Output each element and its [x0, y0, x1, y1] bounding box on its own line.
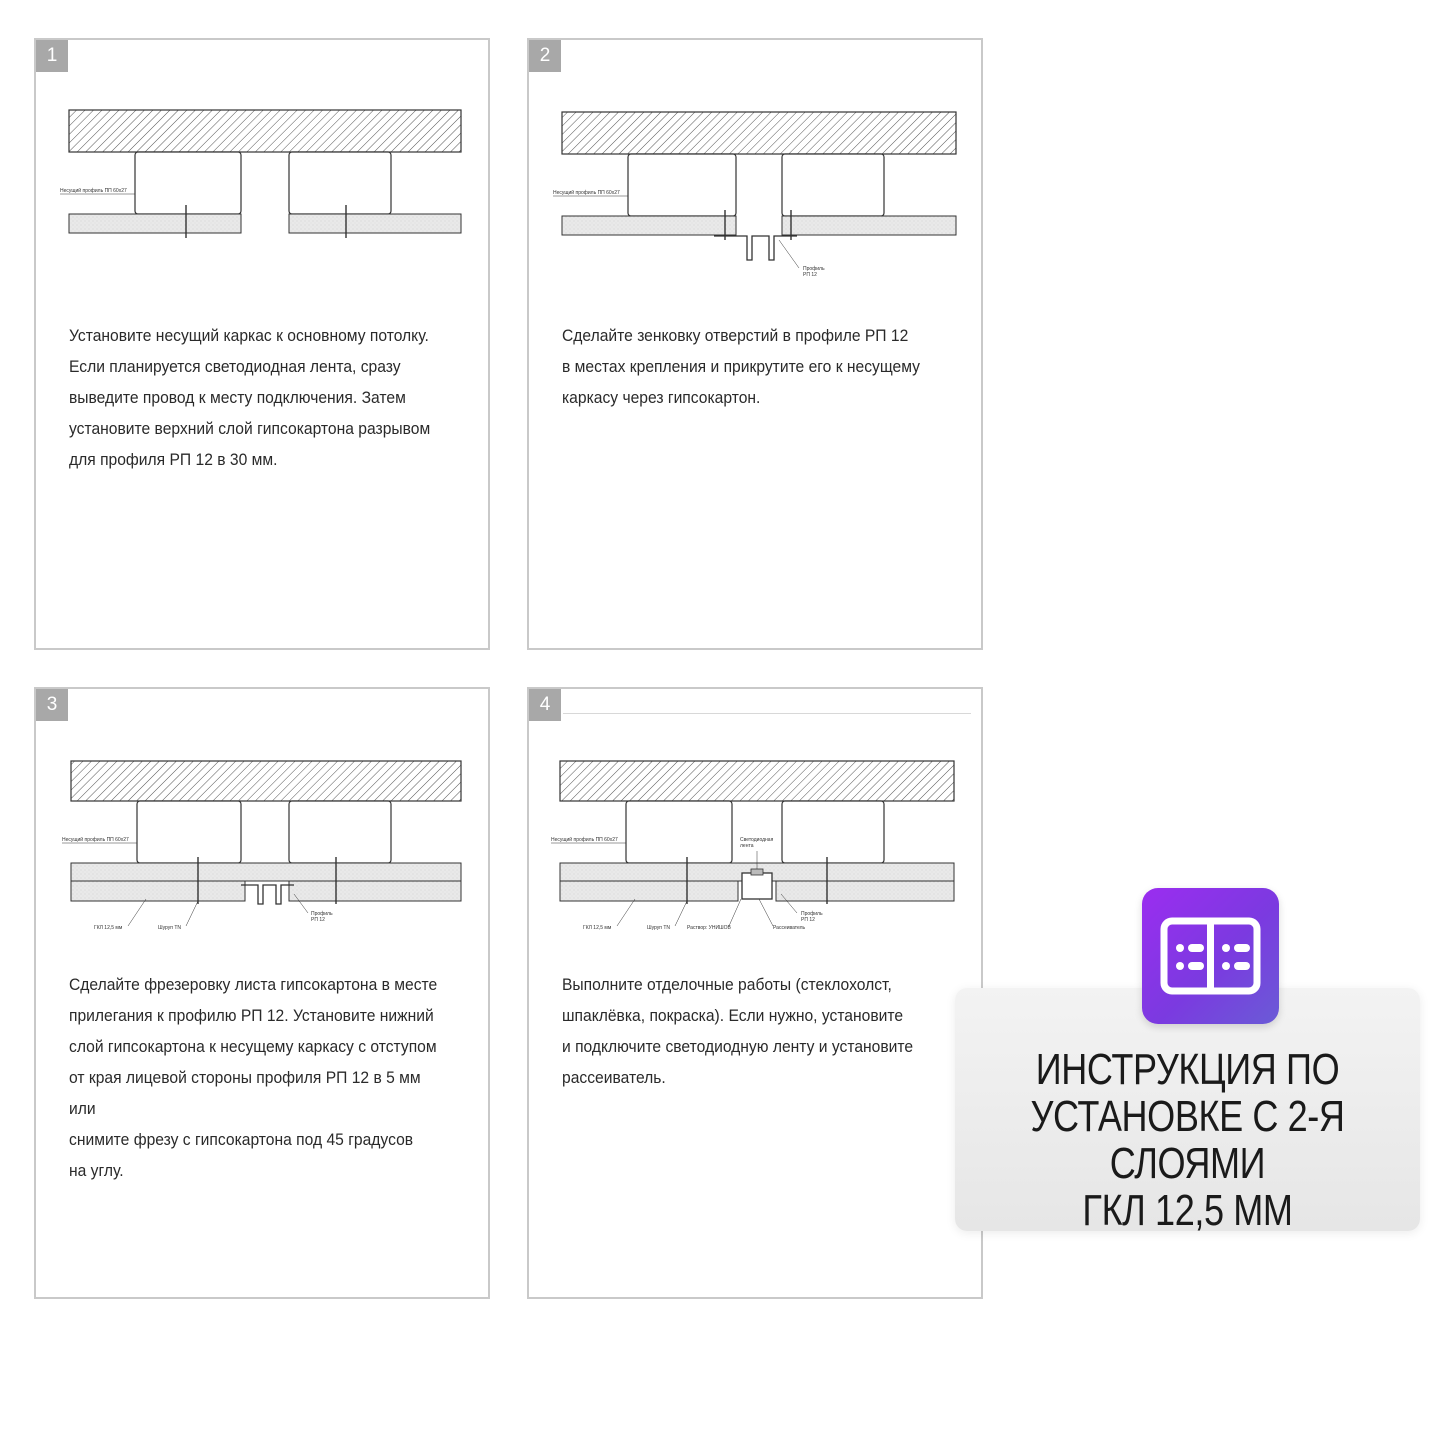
step-number: 3 [36, 689, 68, 721]
led-profile-icon [1142, 888, 1279, 1024]
label-frame: Несущий профиль ПП 60х27 [62, 837, 129, 843]
step-card-2 [527, 38, 983, 650]
label-diffuser: Рассеиватель [773, 925, 806, 931]
title-panel [955, 988, 1420, 1235]
step-number: 4 [529, 689, 561, 721]
step-description: Сделайте фрезеровку листа гипсокартона в месте прилегания к профилю РП 12. Установите нижний слой гипсокартона к несущему каркасу с отступом от края лицевой стороны профиля РП 12 в 5 мм или снимите фрезу с гипсокартона под 45 градусов на углу. [69, 975, 438, 1180]
step-number: 1 [36, 40, 68, 72]
label-frame: Несущий профиль ПП 60х27 [551, 837, 618, 843]
label-frame: Несущий профиль ПП 60х27 [553, 190, 620, 196]
label-screw: Шуруп TN [647, 925, 671, 931]
step-4-drawing [529, 689, 985, 939]
label-putty: Раствор: УНИШОВ [687, 925, 731, 931]
step-description: Установите несущий каркас к основному потолку. Если планируется светодиодная лента, сразу выведите провод к месту подключения. Затем установите верхний слой гипсокартона разрывом для профиля РП 12 в 30 мм. [69, 326, 431, 469]
step-2-drawing [529, 40, 985, 290]
step-3-drawing [36, 689, 492, 939]
step-1-drawing [36, 40, 492, 260]
step-number: 2 [529, 40, 561, 72]
label-gkl: ГКЛ 12,5 мм [94, 925, 123, 931]
label-led: Светодиодная лента [740, 837, 774, 849]
page-title: ИНСТРУКЦИЯ ПО УСТАНОВКЕ С 2-Я СЛОЯМИ ГКЛ 12,5 ММ [1030, 1045, 1345, 1235]
step-card-4 [527, 687, 983, 1299]
label-screw: Шуруп TN [158, 925, 182, 931]
label-profile: Профиль РП 12 [801, 911, 823, 923]
label-profile: Профиль РП 12 [803, 266, 825, 278]
step-card-1 [34, 38, 490, 650]
label-profile: Профиль РП 12 [311, 911, 333, 923]
step-description: Сделайте зенковку отверстий в профиле РП 12 в местах крепления и прикрутите его к несущему каркасу через гипсокартон. [562, 326, 921, 407]
step-card-3 [34, 687, 490, 1299]
label-frame: Несущий профиль ПП 60х27 [60, 188, 127, 194]
label-gkl: ГКЛ 12,5 мм [583, 925, 612, 931]
step-description: Выполните отделочные работы (стеклохолст, шпаклёвка, покраска). Если нужно, установите и подключите светодиодную ленту и установите рассеиватель. [562, 975, 914, 1087]
